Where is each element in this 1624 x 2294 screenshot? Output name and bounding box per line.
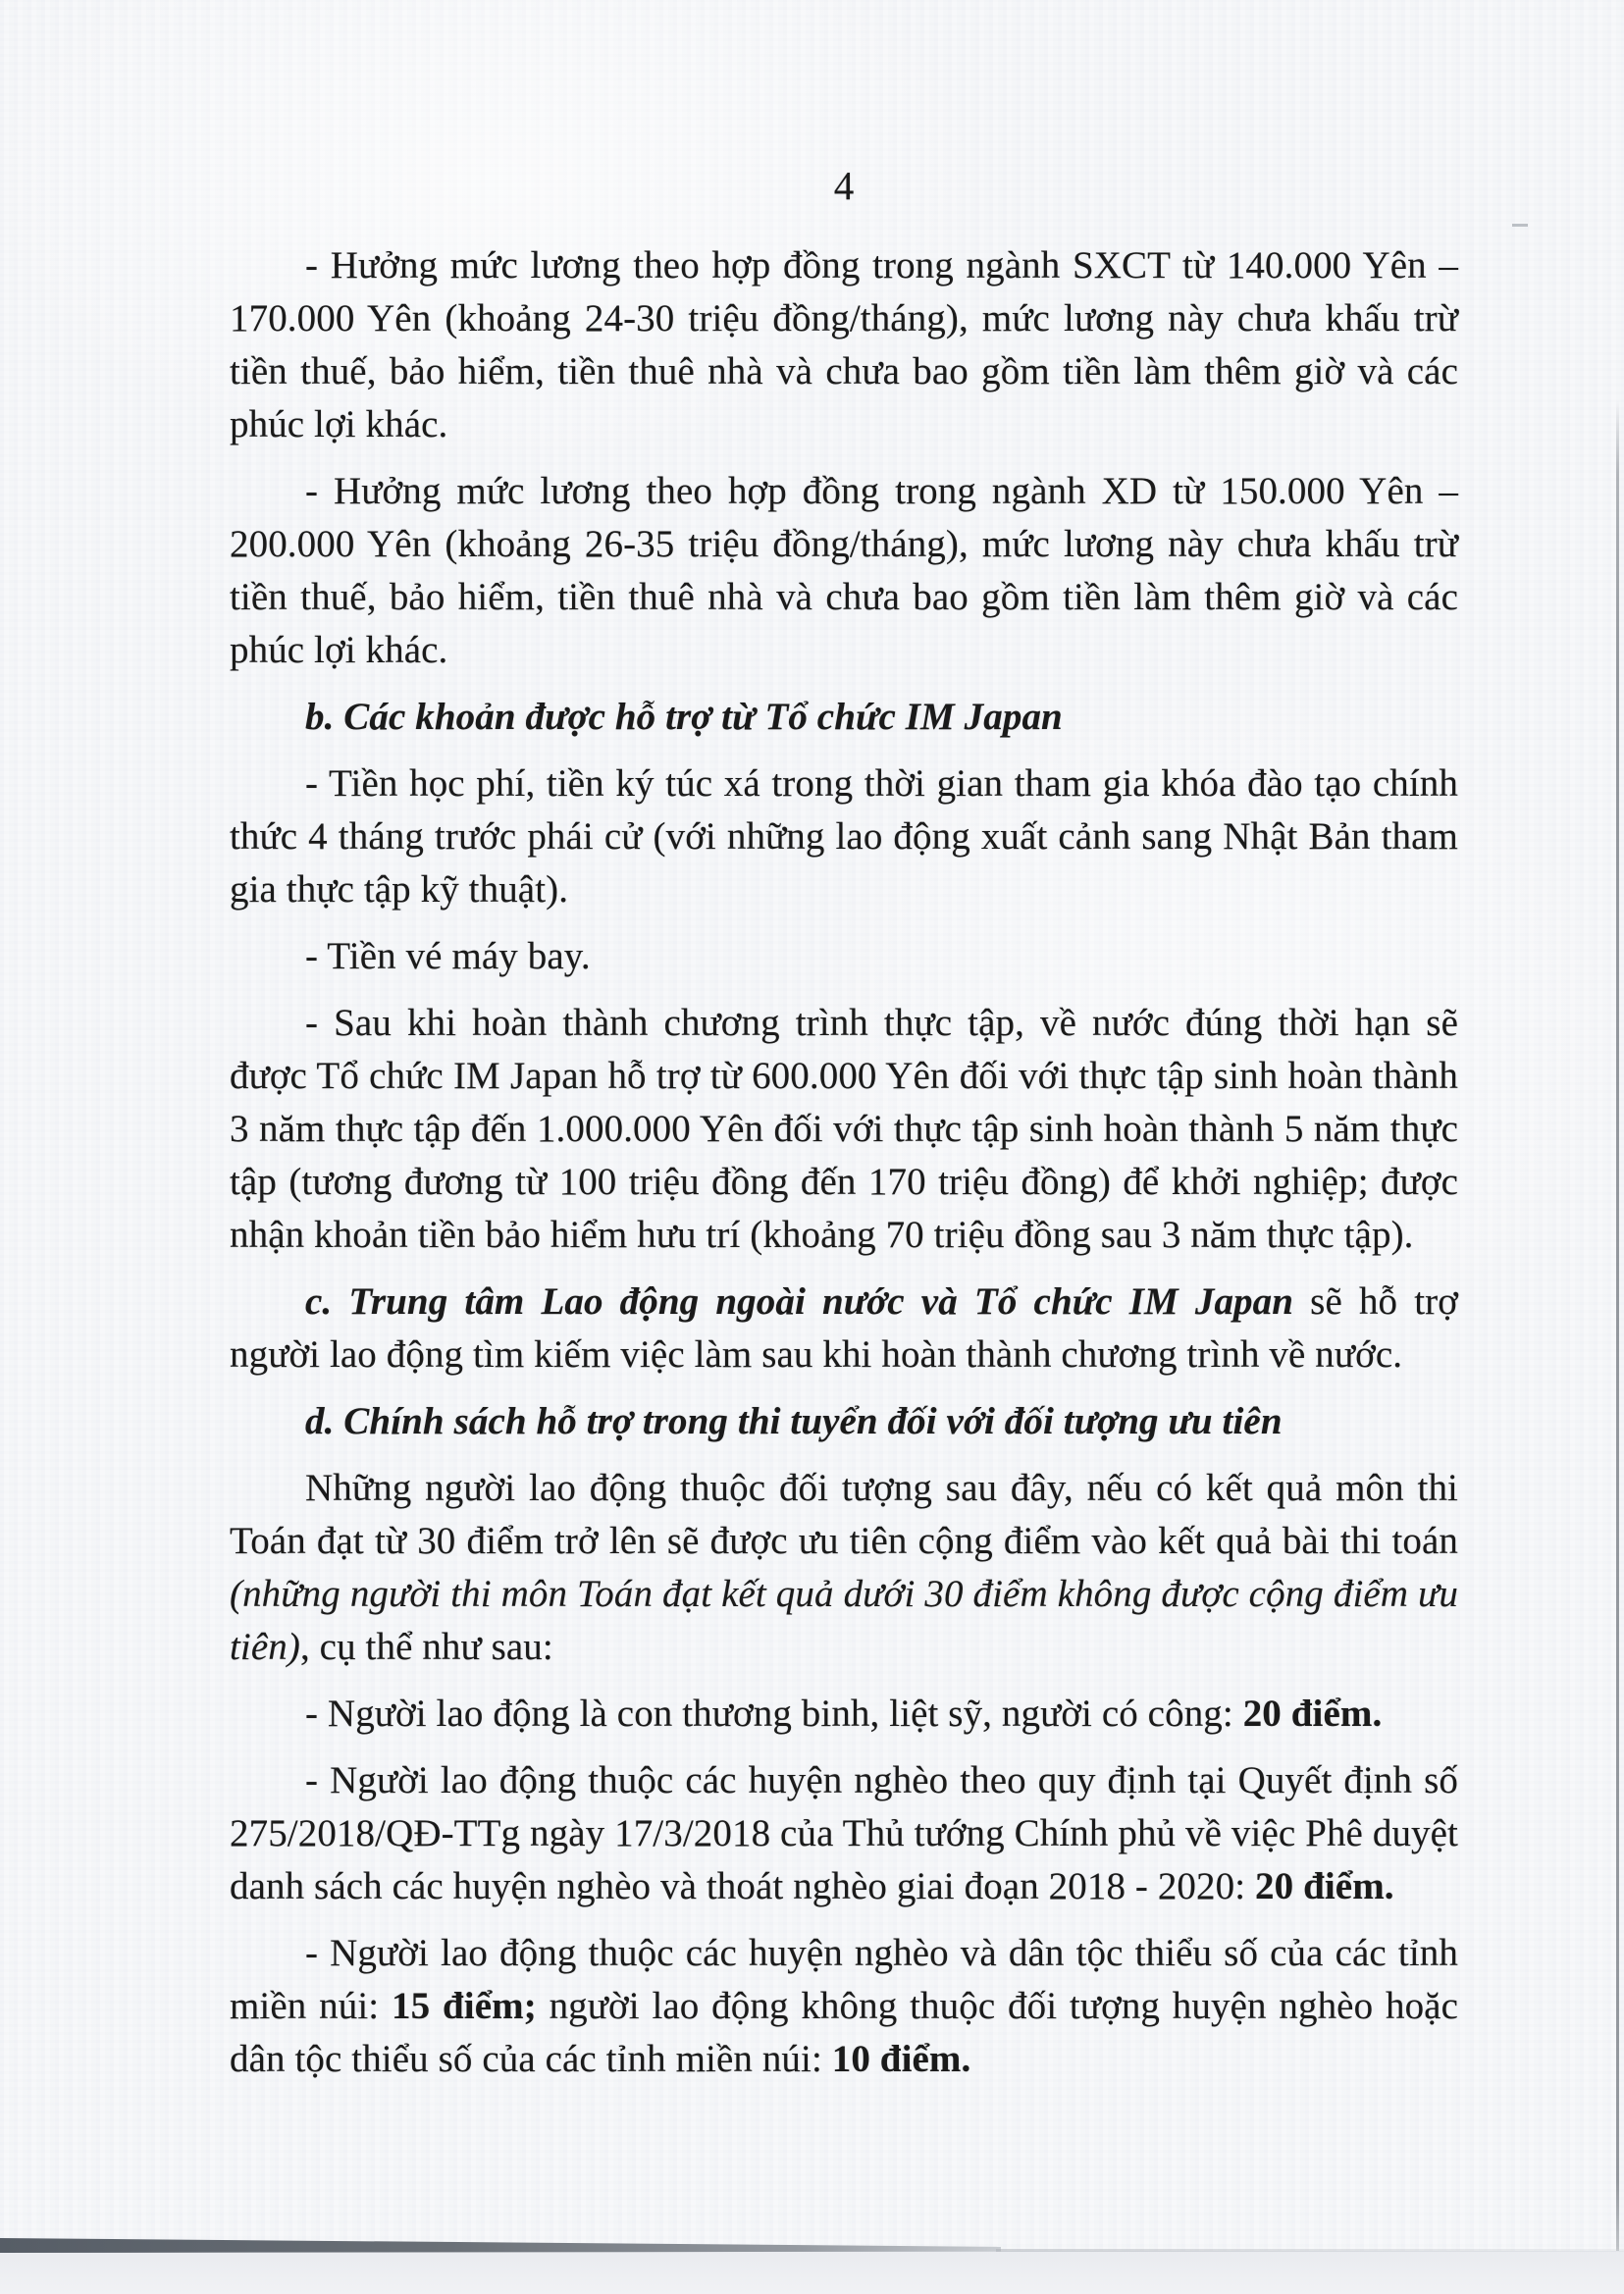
text-run: c. Trung tâm Lao động ngoài nước và Tổ chức IM Japan [305, 1280, 1294, 1323]
text-run: - Người lao động là con thương binh, liệt sỹ, người có công: [305, 1693, 1243, 1735]
text-run: - Tiền vé máy bay. [305, 935, 591, 977]
text-run: , cụ thể như sau: [299, 1626, 553, 1668]
scan-speck [1512, 224, 1528, 227]
section-heading [230, 691, 1458, 744]
text-run: Những người lao động thuộc đối tượng sau đây, nếu có kết quả môn thi Toán đạt từ 30 điểm trở lên sẽ được ưu tiên cộng điểm vào kết quả bài thi toán [230, 1467, 1458, 1562]
text-run: - Hưởng mức lương theo hợp đồng trong ngành SXCT từ 140.000 Yên – 170.000 Yên (khoảng 24-30 triệu đồng/tháng), mức lương này chưa khấu trừ tiền thuế, bảo hiểm, tiền thuê nhà và chưa bao gồm tiền làm thêm giờ và các phúc lợi khác. [230, 244, 1458, 445]
paragraph [230, 1276, 1458, 1382]
paragraph [230, 239, 1458, 451]
text-run: d. Chính sách hỗ trợ trong thi tuyển đối với đối tượng ưu tiên [305, 1400, 1283, 1442]
text-run: 15 điểm; [392, 1985, 537, 2027]
text-run: - Người lao động thuộc các huyện nghèo và dân tộc thiểu số của các tỉnh miền núi: [230, 1932, 1458, 2027]
paragraph [230, 1688, 1458, 1741]
text-run: - Người lao động thuộc các huyện nghèo theo quy định tại Quyết định số 275/2018/QĐ-TTg ngày 17/3/2018 của Thủ tướng Chính phủ về việc Phê duyệt danh sách các huyện nghèo và thoát nghèo giai đoạn 2018 - 2020: [230, 1759, 1458, 1907]
text-run: b. Các khoản được hỗ trợ từ Tổ chức IM Japan [305, 696, 1063, 738]
text-run: - Hưởng mức lương theo hợp đồng trong ngành XD từ 150.000 Yên – 200.000 Yên (khoảng 26-35 triệu đồng/tháng), mức lương này chưa khấu trừ tiền thuế, bảo hiểm, tiền thuê nhà và chưa bao gồm tiền làm thêm giờ và các phúc lợi khác. [230, 470, 1458, 671]
paragraph [230, 997, 1458, 1262]
text-run: 20 điểm. [1242, 1693, 1383, 1735]
page-edge-line-right [1616, 400, 1619, 2255]
paragraph [230, 1927, 1458, 2086]
paragraph [230, 757, 1458, 916]
text-run: sẽ hỗ trợ người lao động tìm kiếm việc làm sau khi hoàn thành chương trình về nước. [230, 1280, 1458, 1376]
paragraph [230, 1462, 1458, 1674]
paragraph [230, 930, 1458, 983]
text-run: 10 điểm. [831, 2038, 971, 2080]
paragraph [230, 1754, 1458, 1913]
scanner-bed-strip [0, 2251, 1624, 2294]
section-heading [230, 1395, 1458, 1448]
text-run: - Tiền học phí, tiền ký túc xá trong thời gian tham gia khóa đào tạo chính thức 4 tháng trước phái cử (với những lao động xuất cảnh sang Nhật Bản tham gia thực tập kỹ thuật). [230, 762, 1458, 911]
text-run: (những người thi môn Toán đạt kết quả dưới 30 điểm không được cộng điểm ưu tiên) [230, 1573, 1458, 1668]
text-run: - Sau khi hoàn thành chương trình thực tập, về nước đúng thời hạn sẽ được Tổ chức IM Japan hỗ trợ từ 600.000 Yên đối với thực tập sinh hoàn thành 3 năm thực tập đến 1.000.000 Yên đối với thực tập sinh hoàn thành 5 năm thực tập (tương đương từ 100 triệu đồng đến 170 triệu đồng) để khởi nghiệp; được nhận khoản tiền bảo hiểm hưu trí (khoảng 70 triệu đồng sau 3 năm thực tập). [230, 1002, 1458, 1256]
page-number: 4 [833, 163, 855, 208]
document-body [230, 239, 1458, 2100]
page-bottom-edge-faint [996, 2249, 1624, 2252]
text-run: người lao động không thuộc đối tượng huyện nghèo hoặc dân tộc thiểu số của các tỉnh miền núi: [230, 1985, 1458, 2080]
paragraph [230, 465, 1458, 677]
text-run: 20 điểm. [1255, 1865, 1394, 1907]
